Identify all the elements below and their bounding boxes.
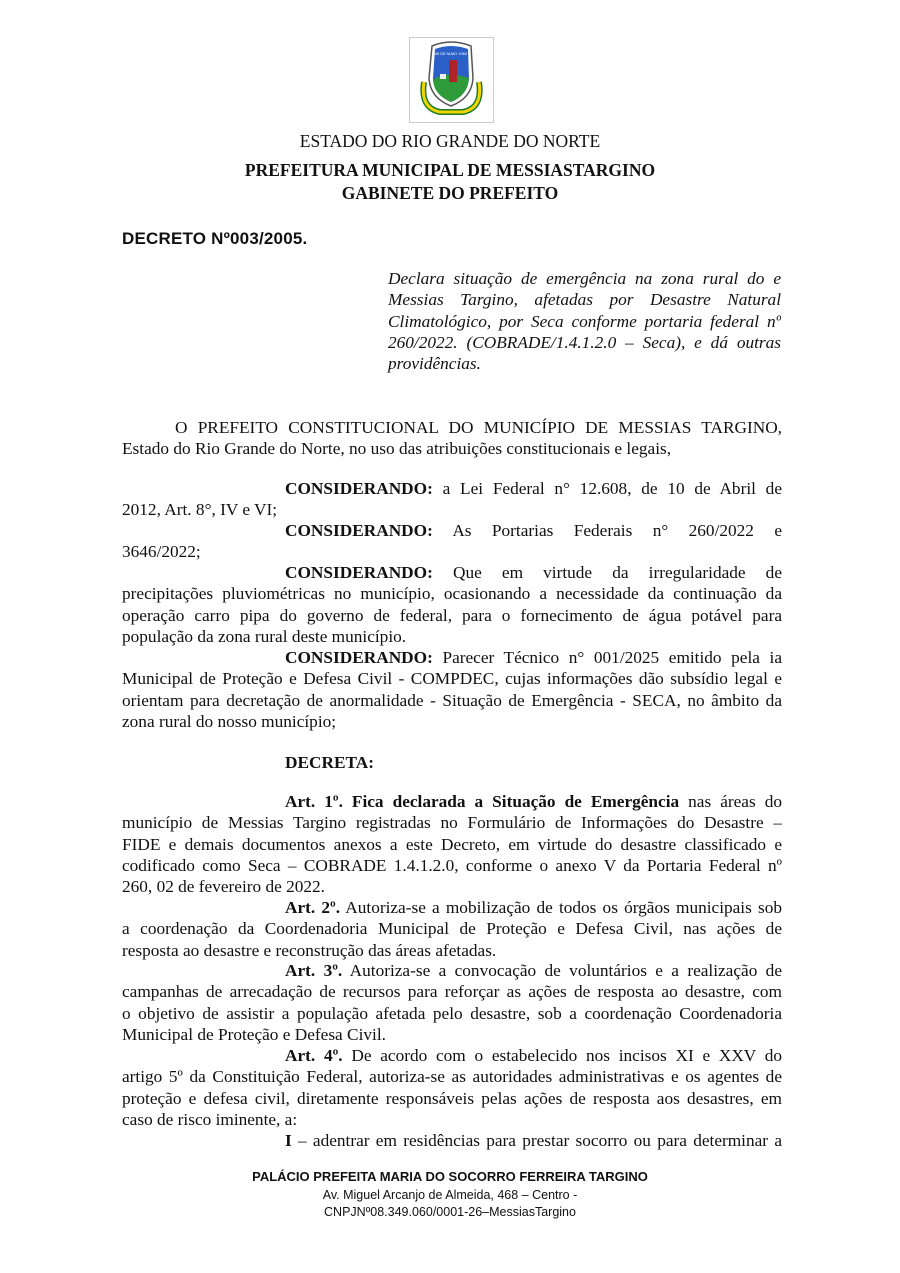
line-text: precipitações pluviométricas no município, ocasionando a necessidade da continuação da	[122, 584, 782, 604]
bold-lead: CONSIDERANDO:	[285, 521, 433, 540]
text-line	[122, 438, 782, 459]
line-text: campanhas de arrecadação de recursos para reforçar as ações de resposta ao desastre, com	[122, 982, 782, 1002]
line-text: Que em virtude da irregularidade de	[432, 563, 782, 582]
text-line	[122, 834, 782, 855]
bold-lead: Art. 4º.	[285, 1046, 343, 1065]
summary-line: 260/2022. (COBRADE/1.4.1.2.0 – Seca), e dá outras	[388, 332, 781, 352]
footer-address: Av. Miguel Arcanjo de Almeida, 468 – Centro -	[322, 1188, 578, 1202]
text-line	[122, 855, 782, 876]
line-text: nas áreas do	[679, 792, 782, 811]
text-line	[122, 876, 782, 897]
line-text: Estado do Rio Grande do Norte, no uso das atribuições constitucionais e legais,	[122, 439, 672, 459]
bold-lead: CONSIDERANDO:	[285, 563, 433, 582]
line-text: – adentrar em residências para prestar socorro ou para determinar a	[291, 1131, 782, 1150]
bold-lead: I	[285, 1131, 292, 1150]
considerando-1-paragraph	[122, 478, 782, 521]
line-text: população da zona rural deste município.	[122, 626, 407, 646]
line-text: Autoriza-se a convocação de voluntários e a realização de	[342, 961, 782, 980]
line-text: Municipal de Proteção e Defesa Civil.	[122, 1024, 386, 1044]
state-heading: ESTADO DO RIO GRANDE DO NORTE	[299, 131, 601, 151]
article-4-paragraph	[122, 1045, 782, 1130]
svg-text:08 DE MAIO 1962: 08 DE MAIO 1962	[434, 51, 468, 56]
decreta-heading-paragraph	[122, 752, 782, 773]
summary-line: Declara situação de emergência na zona rural do e	[388, 269, 781, 288]
considerando-4-paragraph	[122, 647, 782, 732]
text-line	[285, 791, 782, 812]
decree-number: DECRETO Nº003/2005.	[122, 229, 308, 248]
summary-line: Messias Targino, afetadas por Desastre Natural	[388, 290, 781, 310]
municipal-coat-of-arms-logo	[409, 37, 494, 123]
article-2-paragraph	[122, 897, 782, 961]
line-text: município de Messias Targino registradas no Formulário de Informações do Desastre –	[122, 813, 782, 833]
preamble-paragraph	[122, 417, 782, 460]
text-line	[122, 711, 782, 732]
line-text: 2012, Art. 8°, IV e VI;	[122, 500, 278, 520]
line-text: artigo 5º da Constituição Federal, autoriza-se as autoridades administrativas e os agentes de	[122, 1067, 782, 1087]
text-line	[285, 752, 782, 773]
text-line	[122, 541, 782, 562]
line-text: FIDE e demais documentos anexos a este Decreto, em virtude do desastre classificado e	[122, 834, 782, 854]
text-line	[122, 1024, 782, 1045]
prefeitura-heading: PREFEITURA MUNICIPAL DE MESSIASTARGINO	[244, 160, 656, 180]
line-text: o objetivo de assistir a população afetada pelo desastre, sob a coordenação Coordenadoria	[122, 1003, 782, 1023]
bold-lead: Art. 3º.	[285, 961, 343, 980]
text-line	[122, 605, 782, 626]
bold-lead: Art. 2º.	[285, 898, 341, 917]
text-line	[285, 562, 782, 583]
text-line	[285, 897, 782, 918]
line-text: Parecer Técnico n° 001/2025 emitido pela ia	[432, 648, 782, 667]
line-text: proteção e defesa civil, diretamente responsáveis pelas ações de resposta aos desastres, em	[122, 1088, 782, 1108]
line-text: a Lei Federal n° 12.608, de 10 de Abril de	[432, 479, 782, 498]
text-line	[122, 583, 782, 604]
article-3-paragraph	[122, 960, 782, 1045]
line-text: De acordo com o estabelecido nos incisos XI e XXV do	[342, 1046, 782, 1065]
line-text: zona rural do nosso município;	[122, 711, 337, 731]
text-line	[122, 812, 782, 833]
decree-summary	[388, 268, 781, 375]
line-text: caso de risco iminente, a:	[122, 1109, 298, 1129]
bold-lead: CONSIDERANDO:	[285, 648, 433, 667]
bold-lead: CONSIDERANDO:	[285, 479, 433, 498]
line-text: codificado como Seca – COBRADE 1.4.1.2.0, conforme o anexo V da Portaria Federal nº	[122, 855, 782, 875]
text-line	[122, 918, 782, 939]
summary-line: Climatológico, por Seca conforme portaria federal nº	[388, 311, 781, 331]
footer-palace: PALÁCIO PREFEITA MARIA DO SOCORRO FERREIRA TARGINO	[252, 1169, 648, 1184]
article-1-paragraph	[122, 791, 782, 897]
line-text: O PREFEITO CONSTITUCIONAL DO MUNICÍPIO DE MESSIAS TARGINO,	[175, 418, 782, 437]
text-line	[285, 647, 782, 668]
gabinete-heading: GABINETE DO PREFEITO	[341, 183, 559, 203]
text-line	[122, 1088, 782, 1109]
footer-cnpj: CNPJNº08.349.060/0001-26–MessiasTargino	[324, 1205, 576, 1219]
bold-lead: DECRETA:	[285, 753, 374, 772]
considerando-3-paragraph	[122, 562, 782, 647]
text-line	[122, 690, 782, 711]
summary-line: providências.	[388, 354, 481, 374]
line-text: resposta ao desastre e reconstrução das áreas afetadas.	[122, 940, 497, 960]
line-text: orientam para decretação de anormalidade - Situação de Emergência - SECA, no âmbito da	[122, 690, 782, 710]
text-line	[122, 668, 782, 689]
item-i-paragraph	[122, 1130, 782, 1151]
text-line	[285, 478, 782, 499]
line-text: 3646/2022;	[122, 542, 201, 562]
line-text: As Portarias Federais n° 260/2022 e	[432, 521, 782, 540]
text-line	[285, 1130, 782, 1151]
line-text: 260, 02 de fevereiro de 2022.	[122, 877, 325, 897]
line-text: Municipal de Proteção e Defesa Civil - COMPDEC, cujas informações dão subsídio legal e	[122, 669, 782, 689]
bold-lead: Art. 1º. Fica declarada a Situação de Emergência	[285, 792, 680, 811]
line-text: a coordenação da Coordenadoria Municipal de Proteção e Defesa Civil, nas ações de	[122, 919, 782, 939]
text-line	[285, 960, 782, 981]
line-text: Autoriza-se a mobilização de todos os órgãos municipais sob	[340, 898, 782, 917]
text-line	[122, 940, 782, 961]
text-line	[175, 417, 782, 438]
text-line	[285, 520, 782, 541]
text-line	[122, 981, 782, 1002]
text-line	[122, 499, 782, 520]
considerando-2-paragraph	[122, 520, 782, 563]
text-line	[122, 1066, 782, 1087]
text-line	[122, 1003, 782, 1024]
text-line	[122, 626, 782, 647]
text-line	[285, 1045, 782, 1066]
line-text: operação carro pipa do governo de federal, para o fornecimento de água potável para	[122, 605, 782, 625]
text-line	[122, 1109, 782, 1130]
